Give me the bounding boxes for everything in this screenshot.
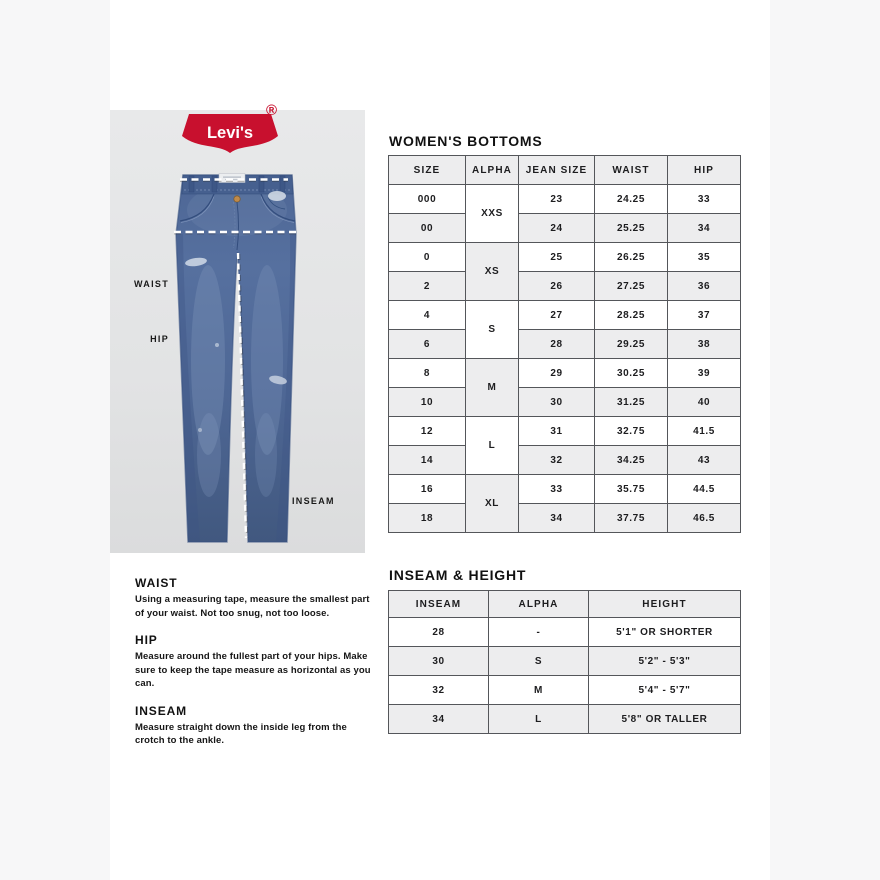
table-row — [389, 214, 741, 243]
height-cell: 5'1" OR SHORTER — [589, 618, 741, 647]
inseam-diagram-label: INSEAM — [292, 496, 335, 506]
waist-cell: 27.25 — [595, 272, 668, 301]
column-header-hip: HIP — [668, 156, 741, 185]
table-row — [389, 388, 741, 417]
alpha-cell: XL — [466, 475, 519, 533]
size-cell: 0 — [389, 243, 466, 272]
alpha-cell: L — [489, 705, 589, 734]
hip-cell: 43 — [668, 446, 741, 475]
womens-bottoms-size-table — [388, 155, 741, 533]
column-header-alpha: ALPHA — [466, 156, 519, 185]
alpha-cell: S — [466, 301, 519, 359]
jeans-measurement-diagram — [110, 102, 365, 553]
column-header-height: HEIGHT — [589, 591, 741, 618]
inseam-cell: 32 — [389, 676, 489, 705]
table-row — [389, 446, 741, 475]
jean-size-cell: 26 — [519, 272, 595, 301]
inseam-cell: 28 — [389, 618, 489, 647]
table-row — [389, 504, 741, 533]
waist-cell: 28.25 — [595, 301, 668, 330]
hip-cell: 38 — [668, 330, 741, 359]
table-row — [389, 185, 741, 214]
table-row — [389, 272, 741, 301]
hip-guide-text: Measure around the fullest part of your hips. Make sure to keep the tape measure as horizontal as you can. — [135, 651, 371, 689]
height-cell: 5'8" OR TALLER — [589, 705, 741, 734]
inseam-guide-text: Measure straight down the inside leg from the crotch to the ankle. — [135, 721, 347, 746]
hip-guide-heading: HIP — [135, 633, 158, 647]
jean-size-cell: 29 — [519, 359, 595, 388]
column-header-waist: WAIST — [595, 156, 668, 185]
alpha-cell: M — [489, 676, 589, 705]
hip-diagram-label: HIP — [150, 334, 169, 344]
table-row — [389, 676, 741, 705]
size-cell: 18 — [389, 504, 466, 533]
jeans-illustration — [110, 110, 365, 553]
table-row — [389, 243, 741, 272]
size-cell: 4 — [389, 301, 466, 330]
hip-cell: 44.5 — [668, 475, 741, 504]
hip-cell: 33 — [668, 185, 741, 214]
jean-size-cell: 32 — [519, 446, 595, 475]
bottoms-table-title: WOMEN'S BOTTOMS — [389, 133, 543, 149]
jean-size-cell: 28 — [519, 330, 595, 359]
size-cell: 00 — [389, 214, 466, 243]
hip-cell: 36 — [668, 272, 741, 301]
waist-cell: 30.25 — [595, 359, 668, 388]
table-row — [389, 618, 741, 647]
hip-cell: 37 — [668, 301, 741, 330]
header-row — [389, 156, 741, 185]
measuring-guide — [135, 576, 373, 761]
hip-cell: 34 — [668, 214, 741, 243]
inseam-table-title: INSEAM & HEIGHT — [389, 567, 527, 583]
waist-cell: 31.25 — [595, 388, 668, 417]
brand-name: Levi's — [206, 124, 254, 142]
registered-trademark-icon: ® — [266, 102, 278, 119]
jean-size-cell: 23 — [519, 185, 595, 214]
column-header-inseam: INSEAM — [389, 591, 489, 618]
table-row — [389, 359, 741, 388]
alpha-cell: - — [489, 618, 589, 647]
alpha-cell: M — [466, 359, 519, 417]
column-header-alpha: ALPHA — [489, 591, 589, 618]
table-row — [389, 417, 741, 446]
table-row — [389, 301, 741, 330]
size-cell: 14 — [389, 446, 466, 475]
hip-cell: 35 — [668, 243, 741, 272]
table-row — [389, 647, 741, 676]
hip-cell: 46.5 — [668, 504, 741, 533]
jean-size-cell: 27 — [519, 301, 595, 330]
size-cell: 6 — [389, 330, 466, 359]
height-cell: 5'4" - 5'7" — [589, 676, 741, 705]
table-row — [389, 330, 741, 359]
hip-cell: 41.5 — [668, 417, 741, 446]
alpha-cell: L — [466, 417, 519, 475]
waist-guide-heading: WAIST — [135, 576, 178, 590]
waist-cell: 34.25 — [595, 446, 668, 475]
jean-size-cell: 24 — [519, 214, 595, 243]
size-cell: 000 — [389, 185, 466, 214]
hip-cell: 39 — [668, 359, 741, 388]
waist-cell: 29.25 — [595, 330, 668, 359]
size-cell: 16 — [389, 475, 466, 504]
alpha-cell: XS — [466, 243, 519, 301]
column-header-size: SIZE — [389, 156, 466, 185]
inseam-cell: 30 — [389, 647, 489, 676]
height-cell: 5'2" - 5'3" — [589, 647, 741, 676]
jean-size-cell: 25 — [519, 243, 595, 272]
waist-cell: 24.25 — [595, 185, 668, 214]
hip-cell: 40 — [668, 388, 741, 417]
waist-cell: 32.75 — [595, 417, 668, 446]
size-cell: 10 — [389, 388, 466, 417]
size-cell: 8 — [389, 359, 466, 388]
column-header-jean-size: JEAN SIZE — [519, 156, 595, 185]
jean-size-cell: 33 — [519, 475, 595, 504]
jean-size-cell: 31 — [519, 417, 595, 446]
inseam-cell: 34 — [389, 705, 489, 734]
waist-cell: 37.75 — [595, 504, 668, 533]
jean-size-cell: 34 — [519, 504, 595, 533]
waist-cell: 26.25 — [595, 243, 668, 272]
waist-guide-text: Using a measuring tape, measure the smallest part of your waist. Not too snug, not too loose. — [135, 594, 370, 619]
alpha-cell: XXS — [466, 185, 519, 243]
jean-size-cell: 30 — [519, 388, 595, 417]
waist-cell: 35.75 — [595, 475, 668, 504]
size-cell: 12 — [389, 417, 466, 446]
waist-diagram-label: WAIST — [134, 279, 169, 289]
waist-cell: 25.25 — [595, 214, 668, 243]
size-cell: 2 — [389, 272, 466, 301]
inseam-height-table — [388, 590, 741, 734]
table-row — [389, 705, 741, 734]
alpha-cell: S — [489, 647, 589, 676]
header-row — [389, 591, 741, 618]
inseam-guide-heading: INSEAM — [135, 703, 188, 718]
table-row — [389, 475, 741, 504]
levis-batwing-logo — [182, 113, 278, 153]
